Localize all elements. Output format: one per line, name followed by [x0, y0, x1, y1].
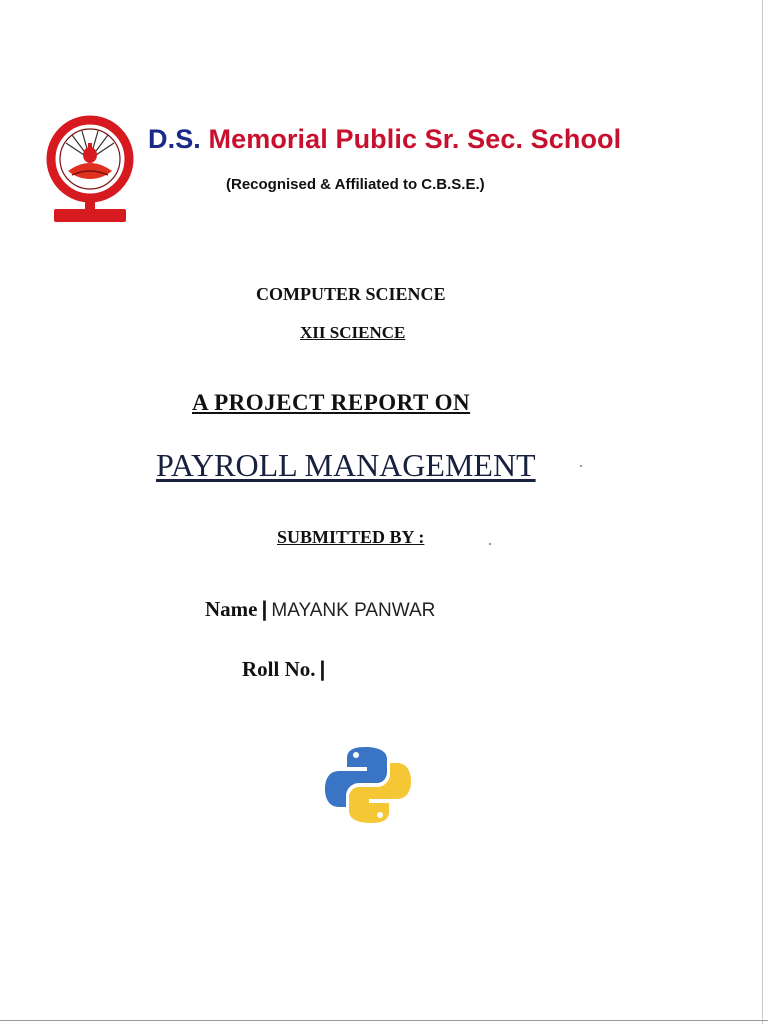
name-label: Name	[205, 597, 258, 621]
class-name: XII SCIENCE	[300, 323, 406, 342]
roll-label: Roll No.	[242, 657, 316, 681]
school-crest-icon	[44, 115, 140, 227]
page-edge-right	[762, 0, 763, 1024]
scan-speck	[489, 543, 491, 545]
report-heading: A PROJECT REPORT ON	[192, 390, 471, 415]
submitted-by-heading: SUBMITTED BY :	[277, 527, 425, 547]
page-edge-bottom	[0, 1020, 768, 1021]
roll-field	[242, 657, 329, 682]
scan-speck	[580, 465, 582, 467]
python-logo-icon	[325, 745, 411, 825]
roll-separator: |	[319, 658, 326, 681]
subject-heading: COMPUTER SCIENCE	[256, 284, 446, 304]
name-value: MAYANK PANWAR	[271, 600, 436, 621]
project-title: PAYROLL MANAGEMENT	[156, 447, 536, 483]
affiliation-text: (Recognised & Affiliated to C.B.S.E.)	[226, 176, 485, 193]
school-name-prefix: D.S.	[148, 124, 201, 154]
school-name	[148, 124, 621, 155]
name-field	[205, 597, 435, 622]
school-name-rest: Memorial Public Sr. Sec. School	[200, 124, 622, 154]
name-separator: |	[261, 598, 268, 621]
